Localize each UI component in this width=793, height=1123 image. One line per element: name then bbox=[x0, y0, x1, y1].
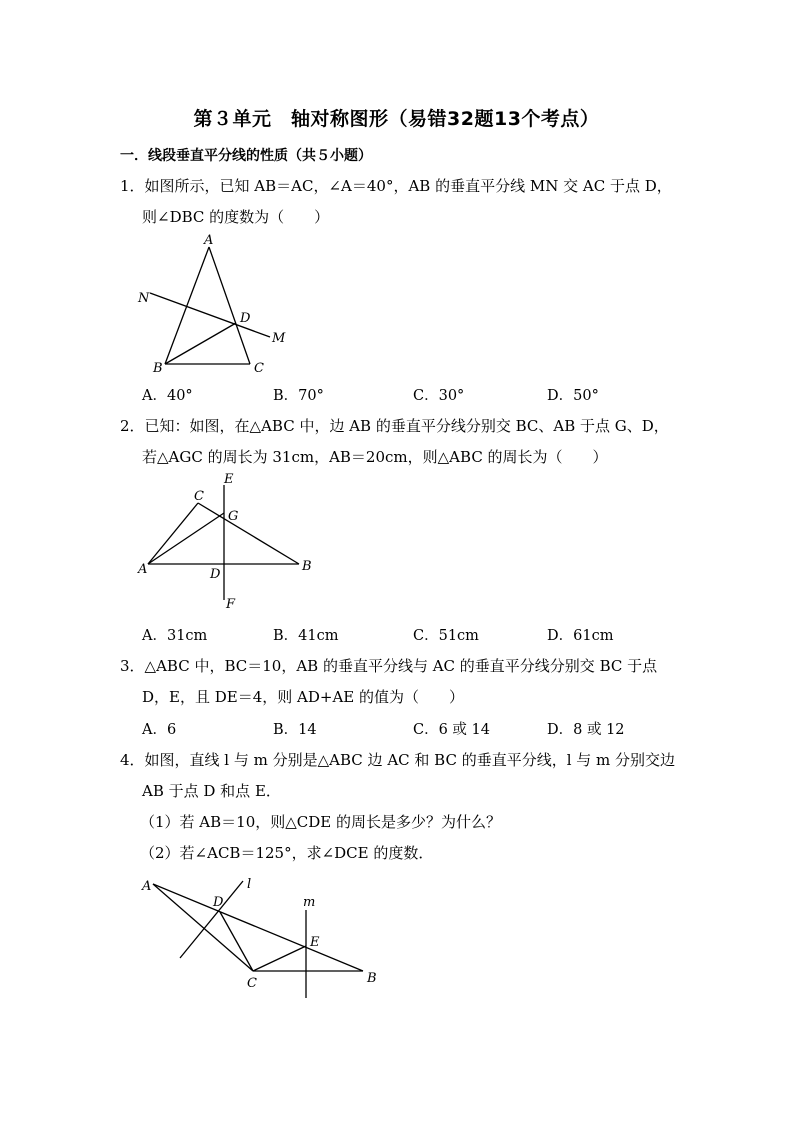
q4-segment-ab bbox=[153, 884, 363, 971]
question-1-option-a: A．40° bbox=[142, 388, 193, 404]
q4-segment-ec bbox=[253, 946, 306, 971]
q4-label-d: D bbox=[213, 895, 224, 910]
question-2-option-a: A．31cm bbox=[142, 628, 208, 644]
q2-label-b: B bbox=[302, 559, 312, 574]
q4-label-b: B bbox=[367, 971, 377, 986]
question-1-option-b: B．70° bbox=[273, 388, 324, 404]
q4-label-a: A bbox=[142, 879, 152, 894]
q4-label-l: l bbox=[247, 877, 252, 892]
question-2-option-d: D．61cm bbox=[547, 628, 614, 644]
q1-label-m: M bbox=[272, 331, 286, 346]
question-1-option-d: D．50° bbox=[547, 388, 599, 404]
q4-label-m: m bbox=[303, 895, 316, 910]
question-3-line-1: 3．△ABC 中，BC＝10，AB 的垂直平分线与 AC 的垂直平分线分别交 BC 于点 bbox=[120, 657, 658, 675]
question-4-sub-2: （2）若∠ACB＝125°，求∠DCE 的度数． bbox=[140, 844, 434, 862]
q4-label-e: E bbox=[310, 935, 320, 950]
section-heading: 一．线段垂直平分线的性质（共５小题） bbox=[120, 148, 372, 164]
q1-label-c: C bbox=[254, 361, 264, 376]
q2-label-e: E bbox=[224, 472, 234, 487]
q1-label-d: D bbox=[240, 311, 251, 326]
question-2-line-2: 若△AGC 的周长为 31cm，AB＝20cm，则△ABC 的周长为（ ） bbox=[142, 448, 608, 466]
question-3-option-a: A．6 bbox=[142, 722, 177, 738]
q2-label-f: F bbox=[226, 597, 236, 612]
question-1-option-c: C．30° bbox=[413, 388, 465, 404]
question-3-line-2: D，E，且 DE＝4，则 AD+AE 的值为（ ） bbox=[142, 688, 465, 706]
q2-label-a: A bbox=[138, 562, 148, 577]
question-4-line-1: 4．如图，直线 l 与 m 分别是△ABC 边 AC 和 BC 的垂直平分线，l 与 m 分别交边 bbox=[120, 751, 676, 769]
question-2-option-b: B．41cm bbox=[273, 628, 339, 644]
question-2-option-c: C．51cm bbox=[413, 628, 479, 644]
q2-label-c: C bbox=[194, 489, 204, 504]
q2-label-d: D bbox=[210, 567, 221, 582]
question-4-line-2: AB 于点 D 和点 E． bbox=[142, 782, 281, 800]
page-title: 第３单元 轴对称图形（易错32题13个考点） bbox=[193, 108, 600, 130]
q4-label-c: C bbox=[247, 976, 257, 991]
question-2-line-1: 2．已知：如图，在△ABC 中，边 AB 的垂直平分线分别交 BC、AB 于点 G、D， bbox=[120, 417, 669, 435]
question-1-line-2: 则∠DBC 的度数为（ ） bbox=[142, 208, 330, 226]
question-1-line-1: 1．如图所示，已知 AB＝AC，∠A＝40°，AB 的垂直平分线 MN 交 AC 于点 D， bbox=[120, 177, 672, 195]
q4-segment-ac bbox=[153, 884, 253, 971]
question-3-option-b: B．14 bbox=[273, 722, 317, 738]
question-3-option-d: D．8 或 12 bbox=[547, 722, 625, 738]
q4-line-l bbox=[180, 881, 243, 958]
question-4-sub-1: （1）若 AB＝10，则△CDE 的周长是多少？为什么？ bbox=[140, 813, 502, 831]
q4-segment-dc bbox=[220, 912, 253, 971]
question-3-option-c: C．6 或 14 bbox=[413, 722, 490, 738]
q1-label-a: A bbox=[204, 233, 214, 248]
q2-label-g: G bbox=[228, 509, 239, 524]
q1-label-b: B bbox=[153, 361, 163, 376]
q1-label-n: N bbox=[138, 291, 150, 306]
